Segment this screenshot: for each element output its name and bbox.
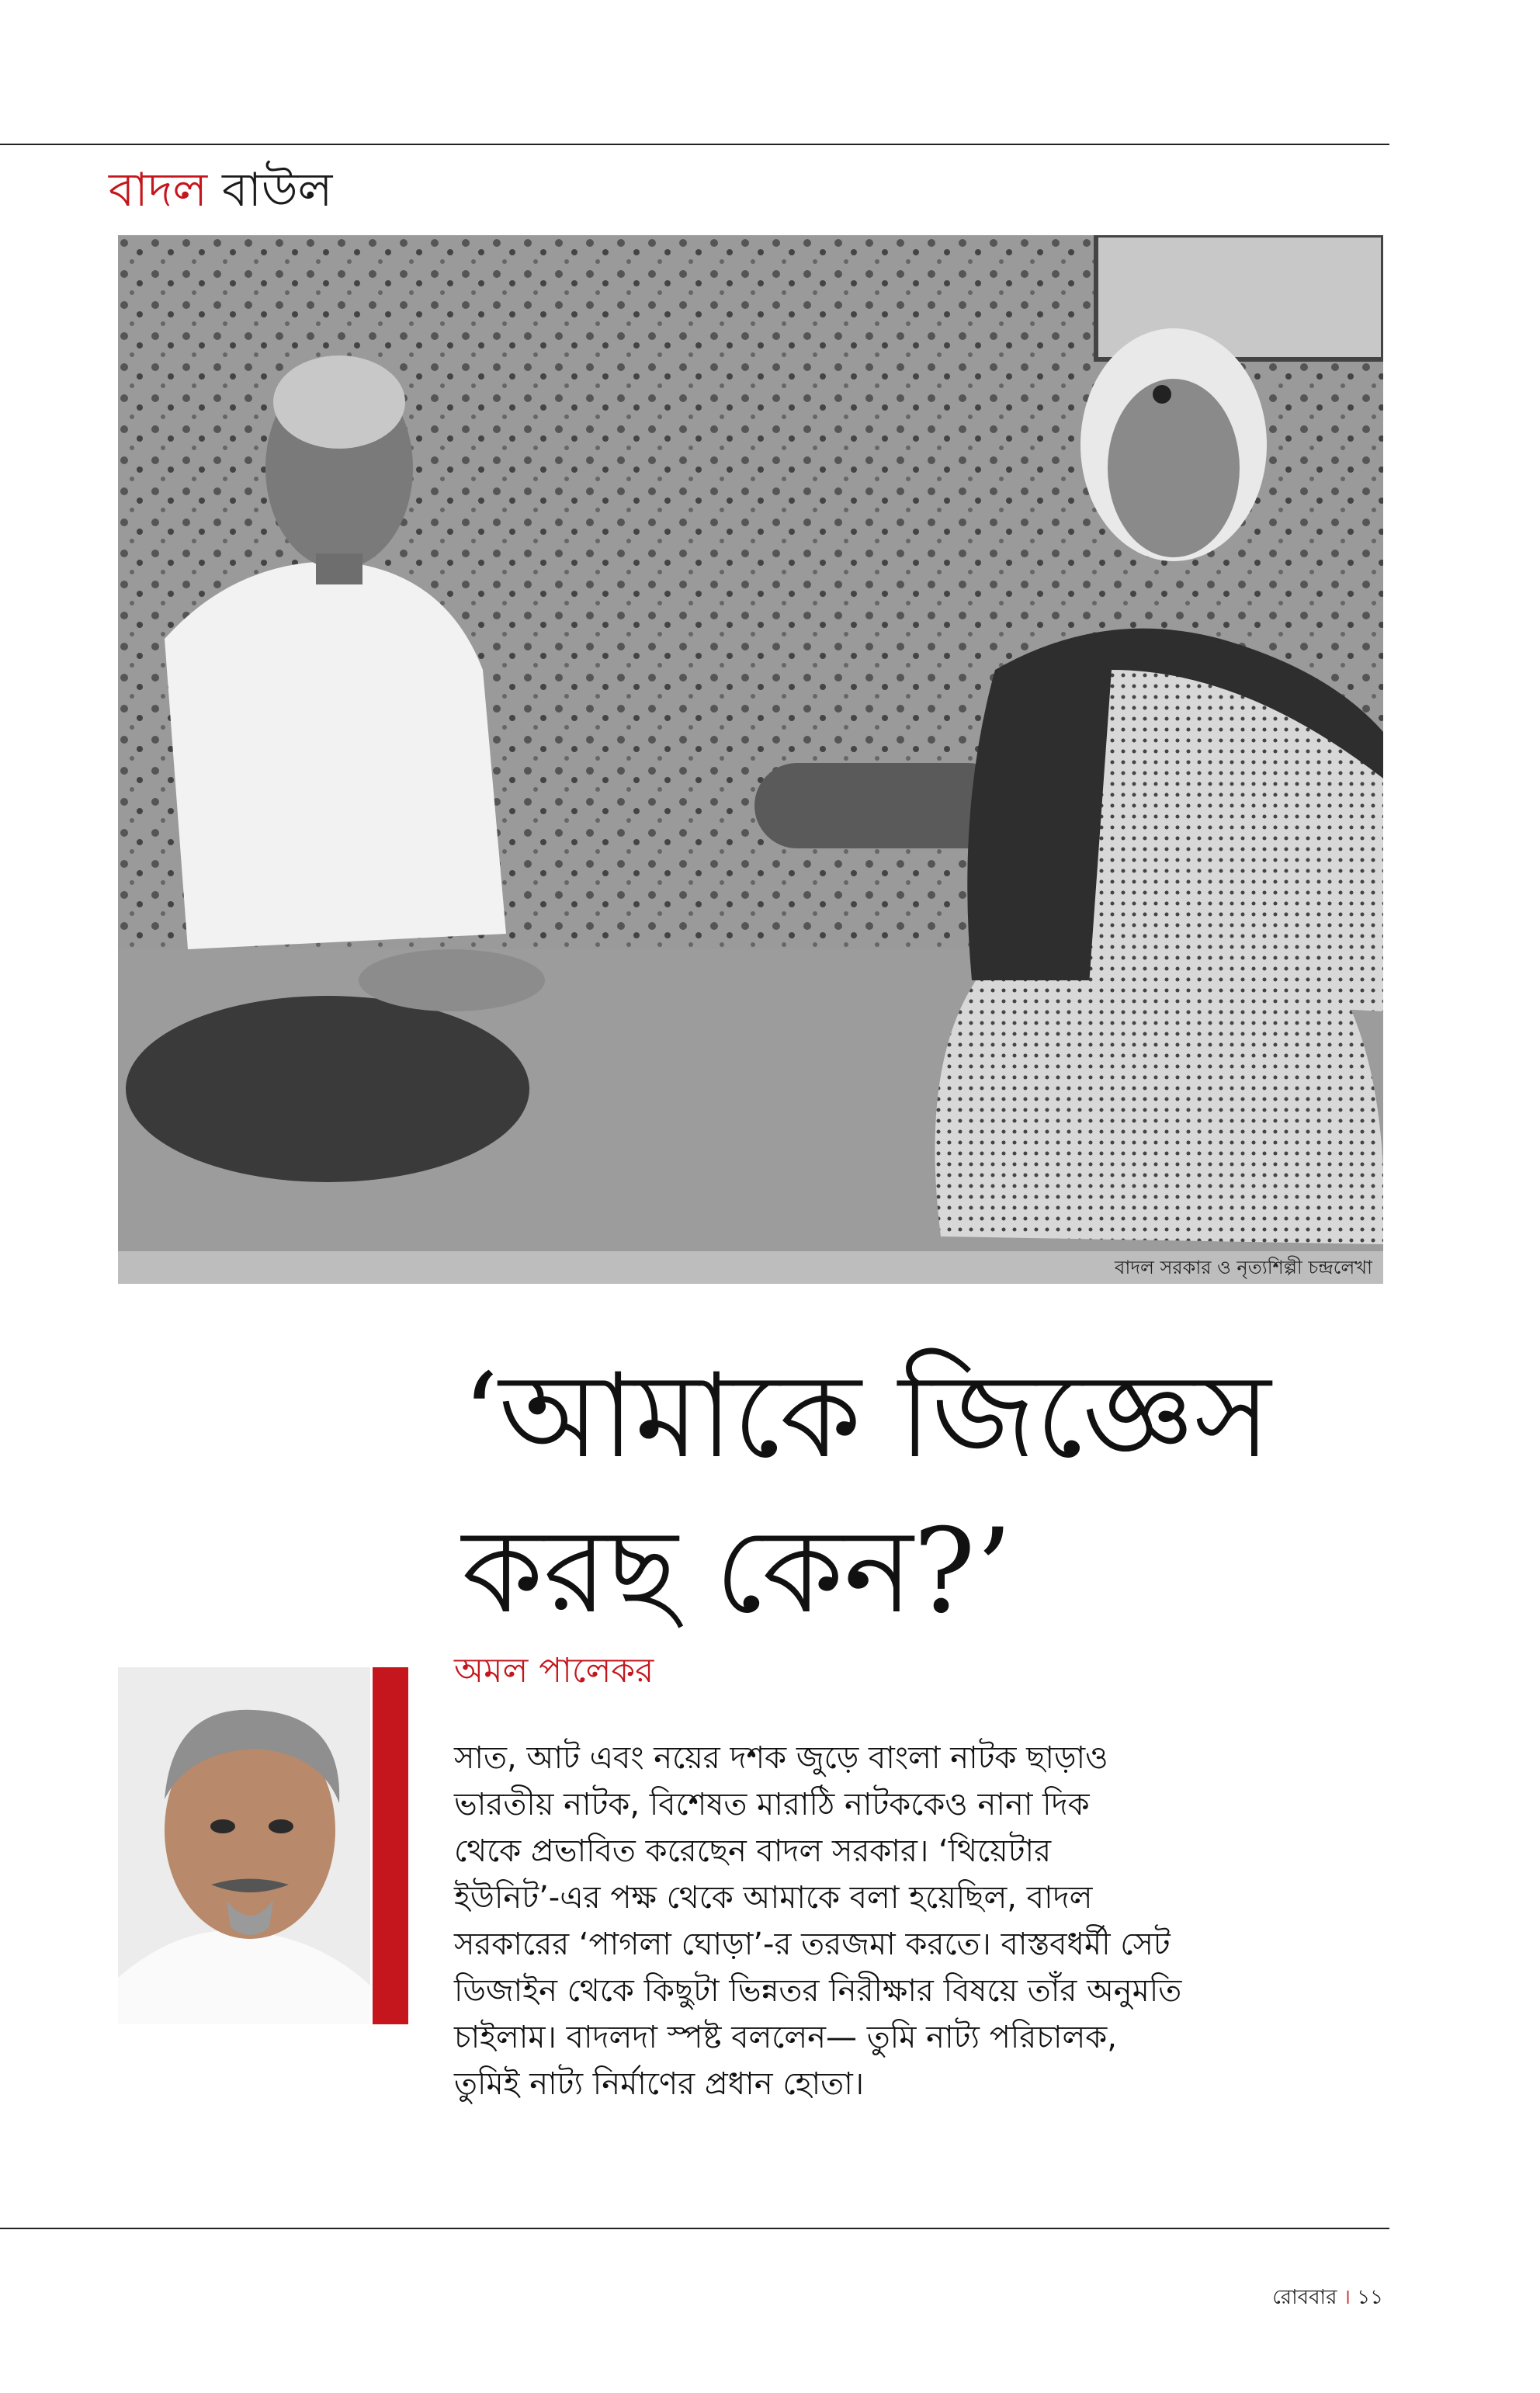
- page-number: ১১: [1357, 2286, 1383, 2309]
- publication-name: রোববার: [1272, 2286, 1337, 2309]
- folio-separator: ।: [1343, 2286, 1351, 2309]
- headline: [462, 1339, 1378, 1649]
- page-folio: [1272, 2282, 1383, 2313]
- body-line: চাইলাম। বাদলদা স্পষ্ট বললেন— তুমি নাট্য পরিচালক,: [454, 2020, 1117, 2055]
- body-line: সরকারের ‘পাগলা ঘোড়া’-র তরজমা করতে। বাস্তবধর্মী সেট: [454, 1927, 1171, 1962]
- body-line: থেকে প্রভাবিত করেছেন বাদল সরকার। ‘থিয়েটার: [454, 1833, 1052, 1869]
- body-line: ইউনিট’-এর পক্ষ থেকে আমাকে বলা হয়েছিল, বাদল: [454, 1880, 1093, 1916]
- headline-line-1: ‘আমাকে জিজ্ঞেস: [462, 1349, 1271, 1484]
- accent-bar: [373, 1667, 408, 2024]
- author-portrait-illustration: [118, 1667, 370, 2024]
- section-label-main: বাউল: [222, 163, 333, 217]
- body-line: ডিজাইন থেকে কিছুটা ভিন্নতর নিরীক্ষার বিষয়ে তাঁর অনুমতি: [454, 1973, 1182, 2009]
- body-line: তুমিই নাট্য নির্মাণের প্রধান হোতা।: [454, 2066, 865, 2102]
- lead-photo: [118, 235, 1383, 1283]
- lead-photo-illustration: [118, 235, 1383, 1283]
- author-portrait: [118, 1667, 370, 2024]
- headline-line-2: করছ কেন?’: [462, 1504, 1013, 1639]
- article-body: [454, 1735, 1386, 2107]
- photo-caption-strip: [118, 1251, 1383, 1284]
- body-line: সাত, আট এবং নয়ের দশক জুড়ে বাংলা নাটক ছাড়াও: [454, 1740, 1108, 1776]
- body-line: ভারতীয় নাটক, বিশেষত মারাঠি নাটককেও নানা দিক: [454, 1787, 1090, 1822]
- photo-caption: বাদল সরকার ও নৃত্যশিল্পী চন্দ্রলেখা: [1115, 1257, 1372, 1278]
- top-rule: [0, 144, 1389, 145]
- section-label-accent: বাদল: [109, 163, 208, 217]
- author-name: অমল পালেকর: [454, 1651, 654, 1691]
- bottom-rule: [0, 2228, 1389, 2229]
- section-label: [109, 159, 332, 221]
